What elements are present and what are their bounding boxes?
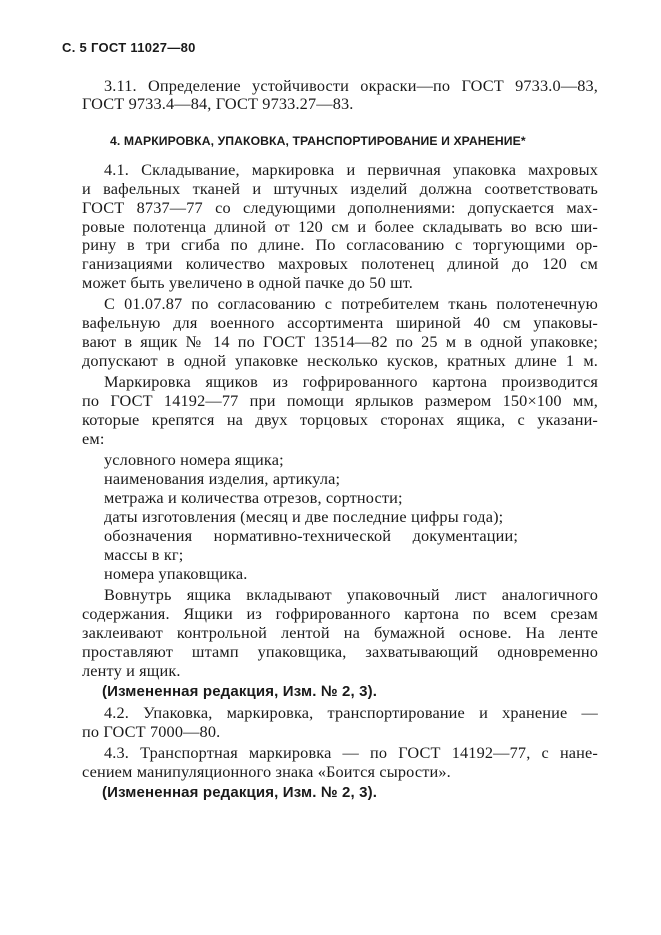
- text-line: 4.3. Транспортная маркировка — по ГОСТ 14192—77, с нане-: [104, 743, 598, 762]
- text-line: вафельную для военного ассортимента шириной 40 см упаковы-: [82, 313, 598, 332]
- text-line: ленту и ящик.: [82, 661, 181, 680]
- text-line: 4.1. Складывание, маркировка и первичная упаковка махровых: [104, 160, 598, 179]
- list-item: даты изготовления (месяц и две последние цифры года);: [104, 507, 504, 526]
- text-line: которые крепятся на двух торцовых сторонах ящика, с указани-: [82, 410, 598, 429]
- text-line: ГОСТ 9733.4—84, ГОСТ 9733.27—83.: [82, 94, 354, 113]
- text-line: 3.11. Определение устойчивости окраски—по ГОСТ 9733.0—83,: [104, 76, 598, 95]
- text-line: сением манипуляционного знака «Боится сырости».: [82, 762, 451, 781]
- text-line: может быть увеличено в одной пачке до 50 шт.: [82, 273, 414, 292]
- text-line: 4.2. Упаковка, маркировка, транспортирование и хранение —: [104, 703, 598, 722]
- text-line: Маркировка ящиков из гофрированного картона производится: [104, 372, 598, 391]
- text-line: по ГОСТ 14192—77 при помощи ярлыков размером 150×100 мм,: [82, 391, 598, 410]
- text-line: заклеивают контрольной лентой на бумажной основе. На ленте: [82, 623, 598, 642]
- amendment-note: (Измененная редакция, Изм. № 2, 3).: [102, 784, 378, 801]
- text-line: допускают в одной упаковке несколько кусков, кратных длине 1 м.: [82, 351, 598, 370]
- amendment-note: (Измененная редакция, Изм. № 2, 3).: [102, 683, 378, 700]
- text-line: рину в три сгиба по длине. По согласованию с торгующими ор-: [82, 235, 598, 254]
- text-line: проставляют штамп упаковщика, захватывающий одновременно: [82, 642, 598, 661]
- text-line: вают в ящик № 14 по ГОСТ 13514—82 по 25 м в одной упаковке;: [82, 332, 598, 351]
- text-line: ровые полотенца длиной от 120 см и более складывать во всю ши-: [82, 217, 598, 236]
- list-item: массы в кг;: [104, 545, 184, 564]
- list-item: наименования изделия, артикула;: [104, 469, 341, 488]
- section-title: 4. МАРКИРОВКА, УПАКОВКА, ТРАНСПОРТИРОВАНИЕ И ХРАНЕНИЕ*: [110, 134, 526, 148]
- text-line: Вовнутрь ящика вкладывают упаковочный лист аналогичного: [104, 585, 598, 604]
- list-item: номера упаковщика.: [104, 564, 248, 583]
- text-line: по ГОСТ 7000—80.: [82, 722, 221, 741]
- text-line: ганизациями количество махровых полотенец длиной до 120 см: [82, 254, 598, 273]
- text-line: ГОСТ 8737—77 со следующими дополнениями: допускается мах-: [82, 198, 598, 217]
- text-line: содержания. Ящики из гофрированного картона по всем срезам: [82, 604, 598, 623]
- list-item: обозначения нормативно-технической документации;: [104, 526, 518, 545]
- text-line: и вафельных тканей и штучных изделий должна соответствовать: [82, 179, 598, 198]
- list-item: метража и количества отрезов, сортности;: [104, 488, 403, 507]
- page-header: С. 5 ГОСТ 11027—80: [62, 40, 196, 55]
- list-item: условного номера ящика;: [104, 450, 284, 469]
- text-line: С 01.07.87 по согласованию с потребителем ткань полотенечную: [104, 294, 598, 313]
- text-line: ем:: [82, 429, 105, 448]
